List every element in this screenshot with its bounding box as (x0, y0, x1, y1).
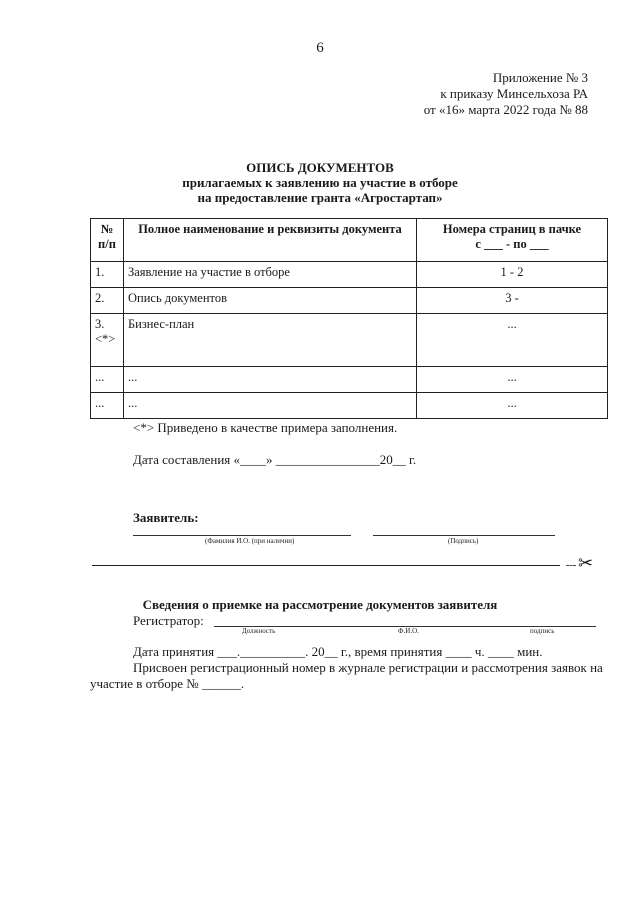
header-number: № п/п (91, 219, 124, 262)
row-pages: ... (417, 367, 608, 393)
acceptance-date: Дата принятия ___.__________. 20__ г., время принятия ____ ч. ____ мин. (133, 644, 543, 659)
row-number: 2. (91, 288, 124, 314)
appendix-line-2: к приказу Минсельхоза РА (440, 86, 588, 101)
title-line-3: на предоставление гранта «Агростартап» (197, 190, 443, 205)
row-number: 3. <*> (91, 314, 124, 367)
row-document-name: Опись документов (124, 288, 417, 314)
registrar-label: Регистратор: (133, 613, 204, 628)
row-document-name: ... (124, 367, 417, 393)
registration-number-line-1: Присвоен регистрационный номер в журнале регистрации и рассмотрения заявок на (133, 660, 603, 675)
row-pages: ... (417, 314, 608, 367)
row-number: ... (91, 393, 124, 419)
page-number: 6 (316, 40, 324, 56)
table-row (91, 367, 608, 393)
header-document-name: Полное наименование и реквизиты документа (124, 219, 417, 262)
cut-line (92, 565, 560, 566)
table-header-row (91, 219, 608, 262)
applicant-label: Заявитель: (133, 510, 199, 525)
table-row (91, 262, 608, 288)
appendix-reference (424, 70, 588, 118)
appendix-line-1: Приложение № 3 (492, 70, 588, 85)
header-pages (417, 219, 608, 262)
row-pages: 1 - 2 (417, 262, 608, 288)
table-row (91, 288, 608, 314)
caption-registrar-sign: подпись (530, 627, 555, 635)
applicant-sign-line (373, 535, 555, 536)
row-document-name: ... (124, 393, 417, 419)
header-pages-line-2: с ___ - по ___ (475, 237, 549, 251)
documents-table (90, 218, 608, 419)
row-number: 1. (91, 262, 124, 288)
appendix-line-3: от «16» марта 2022 года № 88 (423, 102, 588, 117)
row-number: ... (91, 367, 124, 393)
title-line-1: ОПИСЬ ДОКУМЕНТОВ (246, 160, 394, 175)
section-title: Сведения о приемке на рассмотрение документов заявителя (142, 597, 498, 612)
caption-applicant-name: (Фамилия И.О. (при наличии) (205, 537, 295, 545)
table-row (91, 314, 608, 367)
caption-applicant-sign: (Подпись) (448, 537, 479, 545)
row-pages: ... (417, 393, 608, 419)
title-line-2: прилагаемых к заявлению на участие в отборе (182, 175, 458, 190)
registration-number-line-2: участие в отборе № ______. (90, 676, 245, 691)
compilation-date: Дата составления «____» ________________20__ г. (133, 452, 417, 467)
caption-fio: Ф.И.О. (398, 627, 419, 635)
footnote: <*> Приведено в качестве примера заполнения. (133, 420, 398, 435)
caption-position: Должность (242, 627, 276, 635)
applicant-name-line (133, 535, 351, 536)
header-pages-line-1: Номера страниц в пачке (442, 222, 582, 236)
scissors-icon: ✂ (578, 553, 594, 573)
table-row (91, 393, 608, 419)
cut-line-dash (566, 565, 576, 566)
row-document-name: Заявление на участие в отборе (124, 262, 417, 288)
document-title (0, 160, 640, 205)
row-document-name: Бизнес-план (124, 314, 417, 367)
row-pages: 3 - (417, 288, 608, 314)
